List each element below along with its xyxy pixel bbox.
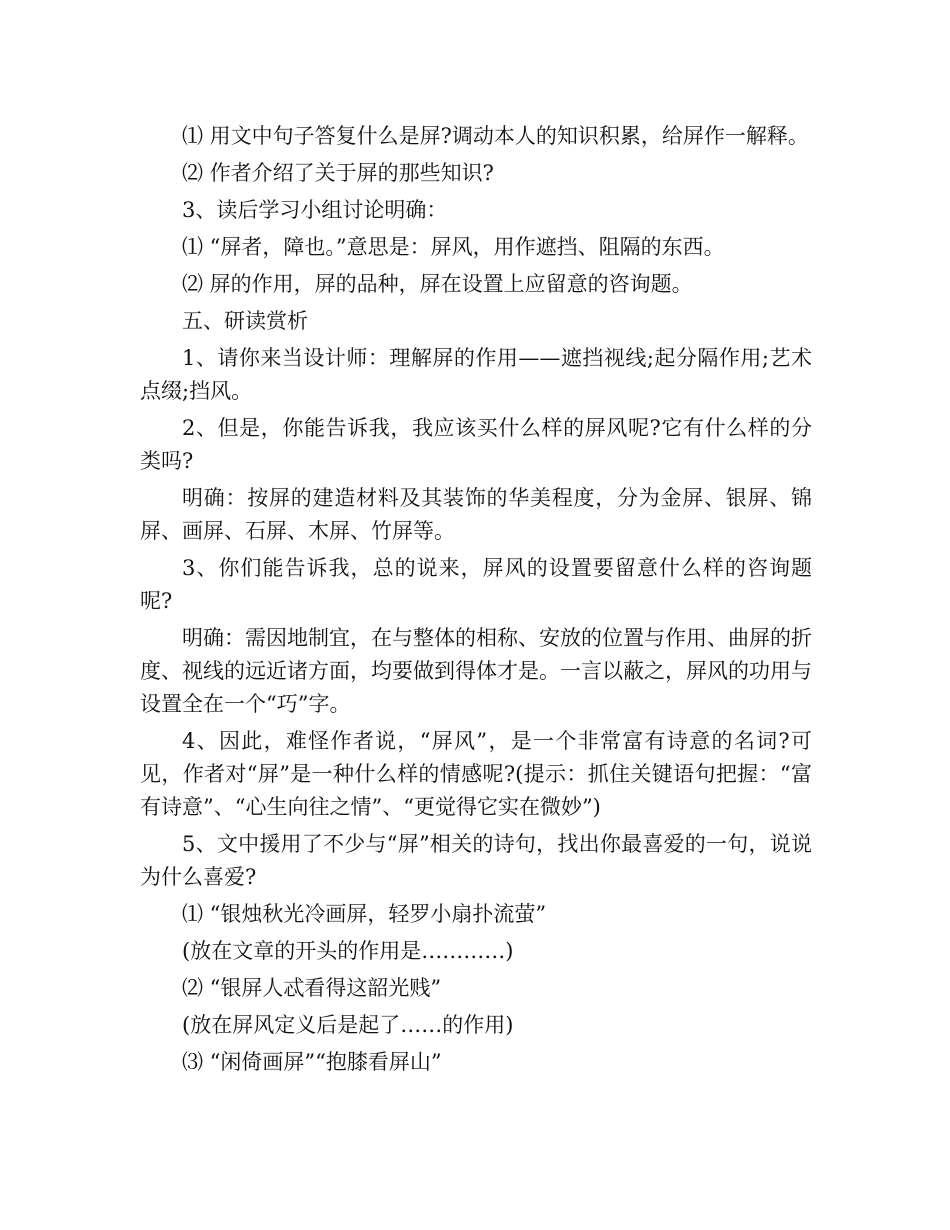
paragraph-q2: ⑵ 作者介绍了关于屏的那些知识? bbox=[182, 161, 494, 185]
section-heading-5: 五、研读赏析 bbox=[182, 309, 308, 333]
poem-quote-3: ⑶ “闲倚画屏”“抱膝看屏山” bbox=[182, 1050, 442, 1074]
document-body bbox=[140, 120, 812, 1079]
paragraph-answer-materials: 明确：按屏的建造材料及其装饰的华美程度，分为金屏、银屏、锦屏、画屏、石屏、木屏、竹屏等。 bbox=[140, 486, 812, 543]
paragraph-answer-2: ⑵ 屏的作用，屏的品种，屏在设置上应留意的咨询题。 bbox=[182, 272, 693, 296]
paragraph-q1: ⑴ 用文中句子答复什么是屏?调动本人的知识积累，给屏作一解释。 bbox=[182, 124, 809, 148]
paragraph-item-4: 4、因此，难怪作者说，“屏风”，是一个非常富有诗意的名词?可见，作者对“屏”是一种什么样的情感呢?(提示：抓住关键语句把握：“富有诗意”、“心生向往之情”、“更觉得它实在微妙”) bbox=[140, 729, 812, 819]
paragraph-item-5: 5、文中援用了不少与“屏”相关的诗句，找出你最喜爱的一句，说说为什么喜爱? bbox=[140, 832, 812, 889]
paragraph-answer-1: ⑴ “屏者，障也。”意思是：屏风，用作遮挡、阻隔的东西。 bbox=[182, 235, 725, 259]
paragraph-answer-placement: 明确：需因地制宜，在与整体的相称、安放的位置与作用、曲屏的折度、视线的远近诸方面，均要做到得体才是。一言以蔽之，屏风的功用与设置全在一个“巧”字。 bbox=[140, 626, 812, 716]
poem-quote-1: ⑴ “银烛秋光冷画屏，轻罗小扇扑流萤” bbox=[182, 902, 547, 926]
paragraph-item-1: 1、请你来当设计师：理解屏的作用——遮挡视线;起分隔作用;艺术点缀;挡风。 bbox=[140, 346, 812, 403]
poem-note-1: (放在文章的开头的作用是…………) bbox=[182, 939, 514, 963]
paragraph-discussion-heading: 3、读后学习小组讨论明确： bbox=[182, 198, 448, 222]
poem-quote-2: ⑵ “银屏人忒看得这韶光贱” bbox=[182, 976, 442, 1000]
paragraph-item-2: 2、但是，你能告诉我，我应该买什么样的屏风呢?它有什么样的分类吗? bbox=[140, 416, 812, 473]
poem-note-2: (放在屏风定义后是起了……的作用) bbox=[182, 1013, 514, 1037]
paragraph-item-3: 3、你们能告诉我，总的说来，屏风的设置要留意什么样的咨询题呢? bbox=[140, 556, 812, 613]
